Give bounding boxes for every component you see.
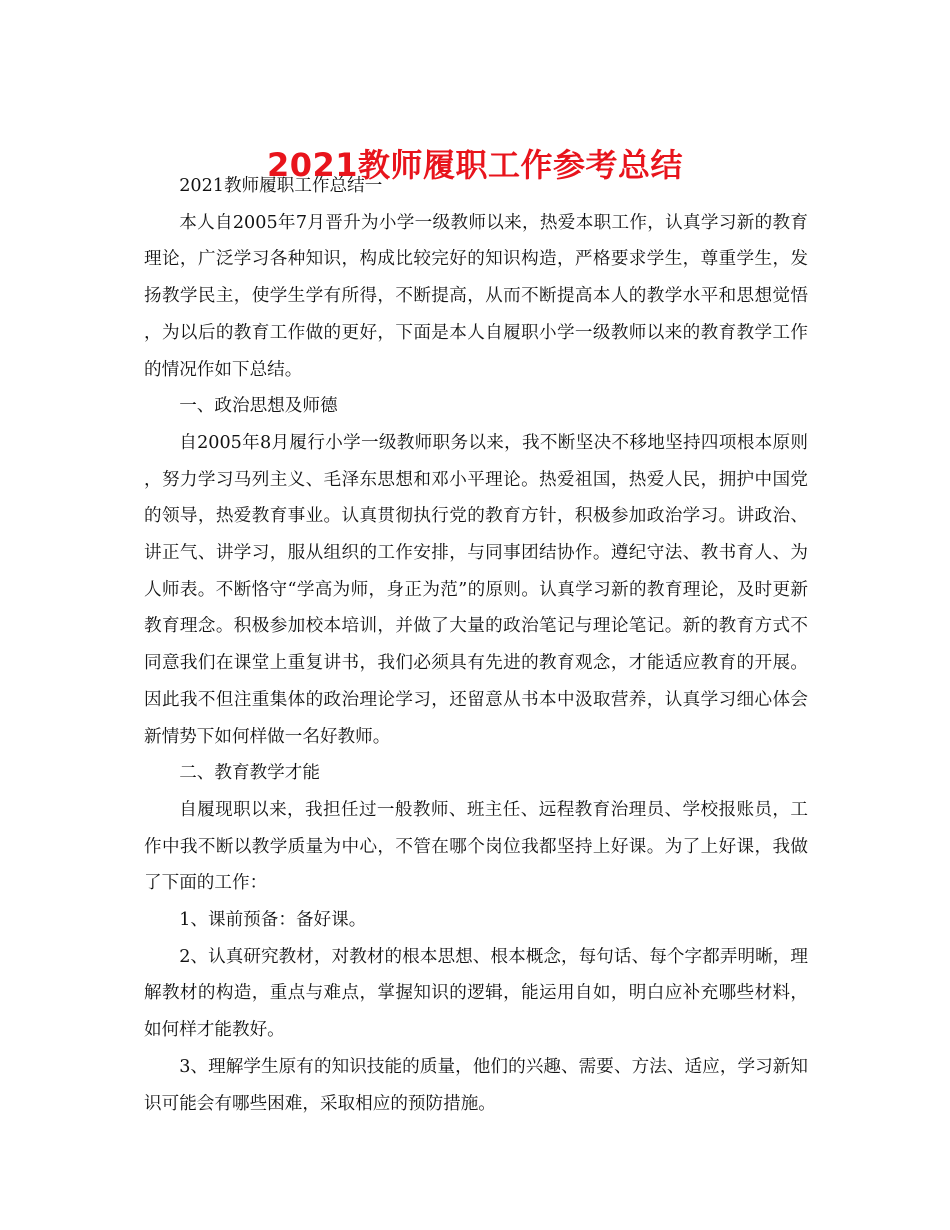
list-item-3: 3、理解学生原有的知识技能的质量，他们的兴趣、需要、方法、适应，学习新知识可能会有哪些困难，采取相应的预防措施。 [144, 1056, 808, 1114]
teaching-paragraph: 自履现职以来，我担任过一般教师、班主任、远程教育治理员、学校报账员，工作中我不断以教学质量为中心，不管在哪个岗位我都坚持上好课。为了上好课，我做了下面的工作： [144, 799, 808, 894]
section-heading-politics: 一、政治思想及师德 [179, 396, 338, 417]
section-intro-heading: 2021教师履职工作总结一 [179, 176, 383, 196]
list-item-2: 2、认真研究教材，对教材的根本思想、根本概念，每句话、每个字都弄明晰，理解教材的构造，重点与难点，掌握知识的逻辑，能运用自如，明白应补充哪些材料，如何样才能教好。 [144, 946, 808, 1041]
document-title: 2021教师履职工作参考总结 [266, 146, 684, 185]
document-body [144, 168, 808, 1122]
politics-paragraph: 自2005年8月履行小学一级教师职务以来，我不断坚决不移地坚持四项根本原则，努力学习马列主义、毛泽东思想和邓小平理论。热爱祖国，热爱人民，拥护中国党的领导，热爱教育事业。认真贯彻执行党的教育方针，积极参加政治学习。讲政治、讲正气、讲学习，服从组织的工作安排，与同事团结协作。遵纪守法、教书育人、为人师表。不断恪守“学高为师，身正为范”的原则。认真学习新的教育理论，及时更新教育理念。积极参加校本培训，并做了大量的政治笔记与理论笔记。新的教育方式不同意我们在课堂上重复讲书，我们必须具有先进的教育观念，才能适应教育的开展。因此我不但注重集体的政治理论学习，还留意从书本中汲取营养，认真学习细心体会新情势下如何样做一名好教师。 [144, 432, 808, 747]
intro-paragraph: 本人自2005年7月晋升为小学一级教师以来，热爱本职工作，认真学习新的教育理论，广泛学习各种知识，构成比较完好的知识构造，严格要求学生，尊重学生，发扬教学民主，使学生学有所得，不断提高，从而不断提高本人的教学水平和思想觉悟，为以后的教育工作做的更好，下面是本人自履职小学一级教师以来的教育教学工作的情况作如下总结。 [144, 212, 808, 380]
list-item-1: 1、课前预备：备好课。 [179, 910, 367, 931]
section-heading-teaching: 二、教育教学才能 [179, 763, 320, 784]
